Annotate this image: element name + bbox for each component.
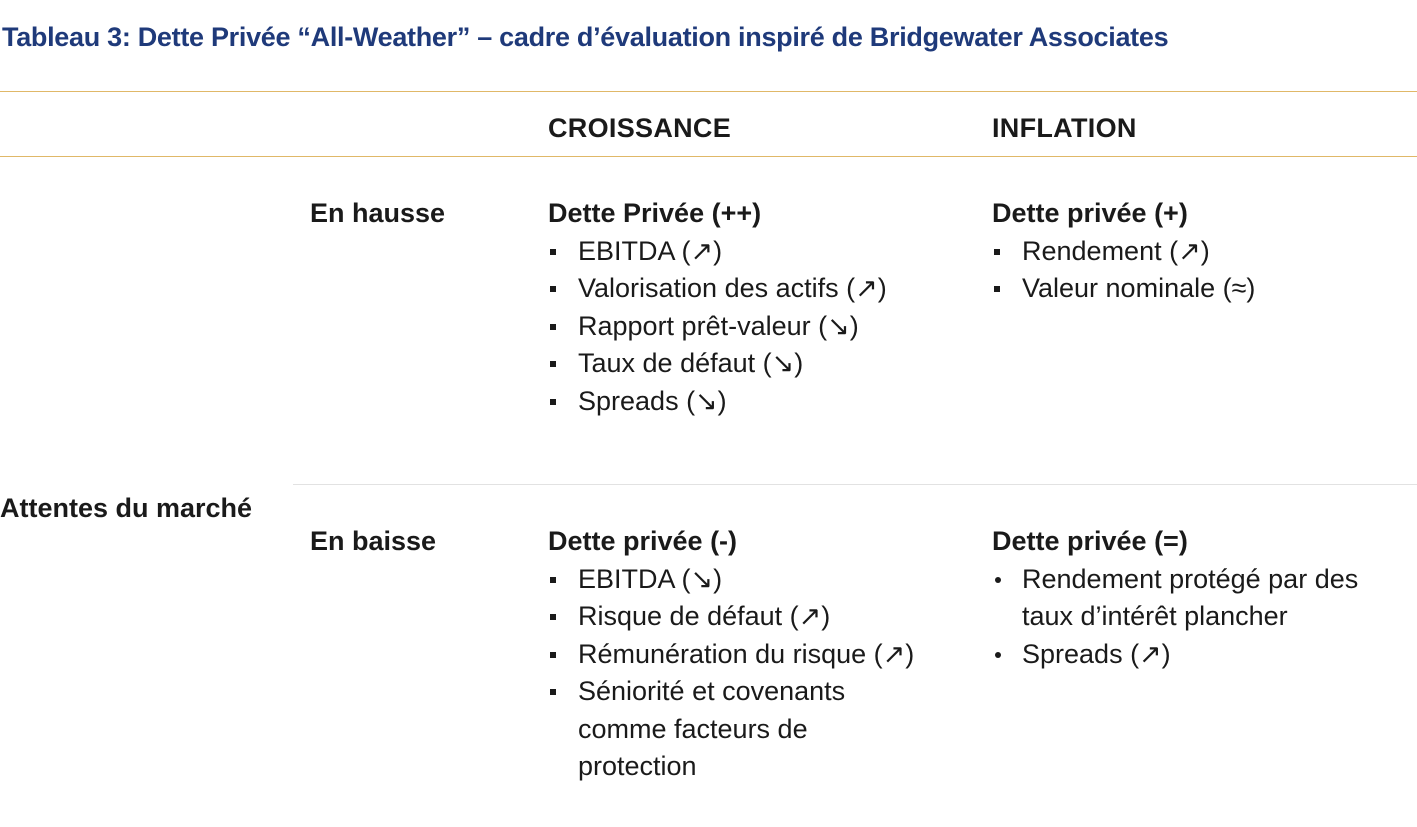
list-item: Taux de défaut (↘) — [578, 348, 804, 378]
header-rule — [0, 156, 1417, 157]
cell-rising-inflation — [992, 195, 1402, 308]
column-header-growth: CROISSANCE — [548, 113, 732, 143]
list-item: Séniorité et covenants comme facteurs de protection — [578, 676, 846, 781]
list-item: EBITDA (↗) — [578, 235, 723, 266]
list-item: Rapport prêt-valeur (↘) — [578, 310, 859, 341]
bullet-list — [548, 561, 968, 786]
row-label-falling: En baisse — [310, 526, 437, 556]
list-item: Rémunération du risque (↗) — [578, 638, 915, 669]
list-item: EBITDA (↘) — [578, 563, 723, 594]
cell-rising-growth — [548, 195, 968, 420]
cell-falling-inflation — [992, 523, 1402, 673]
cell-title: Dette privée (-) — [548, 526, 738, 556]
cell-title: Dette privée (+) — [992, 198, 1188, 228]
list-item: Valorisation des actifs (↗) — [578, 273, 887, 303]
column-header-inflation: INFLATION — [992, 113, 1137, 143]
bullet-list — [992, 561, 1402, 674]
row-label-rising: En hausse — [310, 198, 446, 228]
list-item: Spreads (↗) — [1022, 638, 1171, 669]
row-divider — [293, 484, 1417, 485]
list-item: Risque de défaut (↗) — [578, 601, 831, 631]
bullet-list — [548, 233, 968, 421]
cell-title: Dette privée (=) — [992, 526, 1188, 556]
cell-falling-growth — [548, 523, 968, 786]
list-item: Spreads (↘) — [578, 385, 727, 416]
bullet-list — [992, 233, 1402, 308]
list-item: Rendement (↗) — [1022, 235, 1210, 266]
list-item: Valeur nominale (≈) — [1022, 273, 1256, 303]
side-label: Attentes du marché — [0, 493, 253, 523]
table-title: Tableau 3: Dette Privée “All-Weather” – cadre d’évaluation inspiré de Bridgewater Associates — [2, 22, 1169, 52]
cell-title: Dette Privée (++) — [548, 198, 762, 228]
top-rule — [0, 91, 1417, 92]
list-item: Rendement protégé par des taux d’intérêt plancher — [1022, 563, 1359, 631]
